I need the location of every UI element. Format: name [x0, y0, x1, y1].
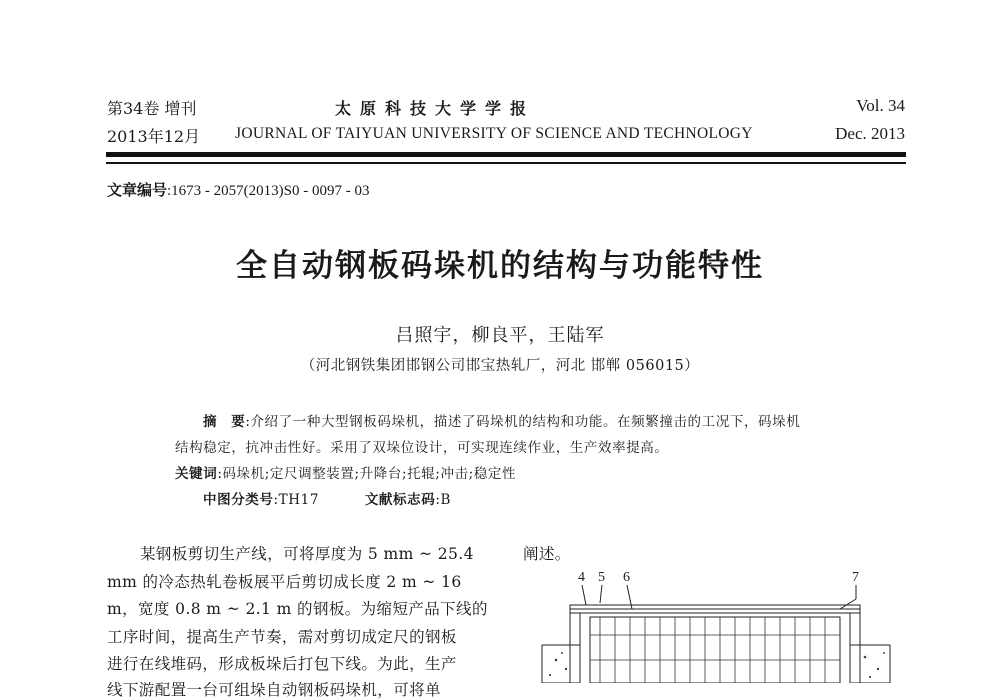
volume-issue: 第34卷 增刊 — [107, 99, 197, 118]
keywords-text: :码垛机;定尺调整装置;升降台;托辊;冲击;稳定性 — [217, 466, 517, 482]
doc-code-label: 文献标志码 — [364, 492, 436, 508]
keywords-line — [175, 462, 516, 482]
body-line-5: 进行在线堆码，形成板垛后打包下线。为此，生产 — [107, 655, 457, 673]
paper-title: 全自动钢板码垛机的结构与功能特性 — [236, 248, 764, 284]
clc-label: 中图分类号 — [203, 492, 274, 508]
affiliation: （河北钢铁集团邯钢公司邯宝热轧厂，河北 邯郸 056015） — [300, 358, 700, 374]
figure-label-6: 6 — [623, 570, 630, 585]
body-line-4: 工序时间，提高生产节奏，需对剪切成定尺的钢板 — [107, 628, 457, 646]
article-number-label: 文章编号 — [107, 181, 168, 199]
abstract-label: 摘 要 — [203, 414, 246, 430]
volume-number: Vol. 34 — [856, 96, 905, 115]
classification-line — [203, 488, 451, 508]
figure-label-4: 4 — [578, 570, 585, 585]
stacker-machine-figure — [540, 565, 900, 683]
body-line-1: 某钢板剪切生产线，可将厚度为 5 mm ~ 25.4 — [140, 545, 474, 563]
figure-label-7: 7 — [852, 570, 859, 585]
authors: 吕照宇，柳良平，王陆军 — [395, 325, 605, 346]
keywords-label: 关键词 — [175, 466, 218, 482]
body-line-3: m，宽度 0.8 m ~ 2.1 m 的钢板。为缩短产品下线的 — [107, 600, 488, 618]
abstract-text-1: :介绍了一种大型钢板码垛机，描述了码垛机的结构和功能。在频繁撞击的工况下，码垛机 — [245, 414, 801, 430]
body-line-2: mm 的冷态热轧卷板展平后剪切成长度 2 m ~ 16 — [107, 573, 462, 591]
body-line-6: 线下游配置一台可组垛自动钢板码垛机，可将单 — [107, 681, 441, 699]
article-number — [107, 179, 370, 200]
body-right-line: 阐述。 — [523, 545, 571, 563]
header-rule-thin — [106, 162, 906, 164]
figure-label-5: 5 — [598, 570, 605, 585]
date-cn: 2013年12月 — [107, 127, 201, 146]
header-rule-thick — [106, 152, 906, 157]
journal-title-cn: 太原科技大学学报 — [335, 99, 536, 118]
abstract-line-1 — [203, 410, 800, 430]
article-number-value: :1673 - 2057(2013)S0 - 0097 - 03 — [167, 183, 370, 199]
abstract-line-2: 结构稳定，抗冲击性好。采用了双垛位设计，可实现连续作业，生产效率提高。 — [175, 440, 669, 456]
clc-value: :TH17 — [273, 492, 320, 508]
journal-title-en: JOURNAL OF TAIYUAN UNIVERSITY OF SCIENCE AND TECHNOLOGY — [235, 125, 753, 142]
doc-code-value: :B — [435, 492, 451, 508]
date-en: Dec. 2013 — [835, 124, 905, 143]
